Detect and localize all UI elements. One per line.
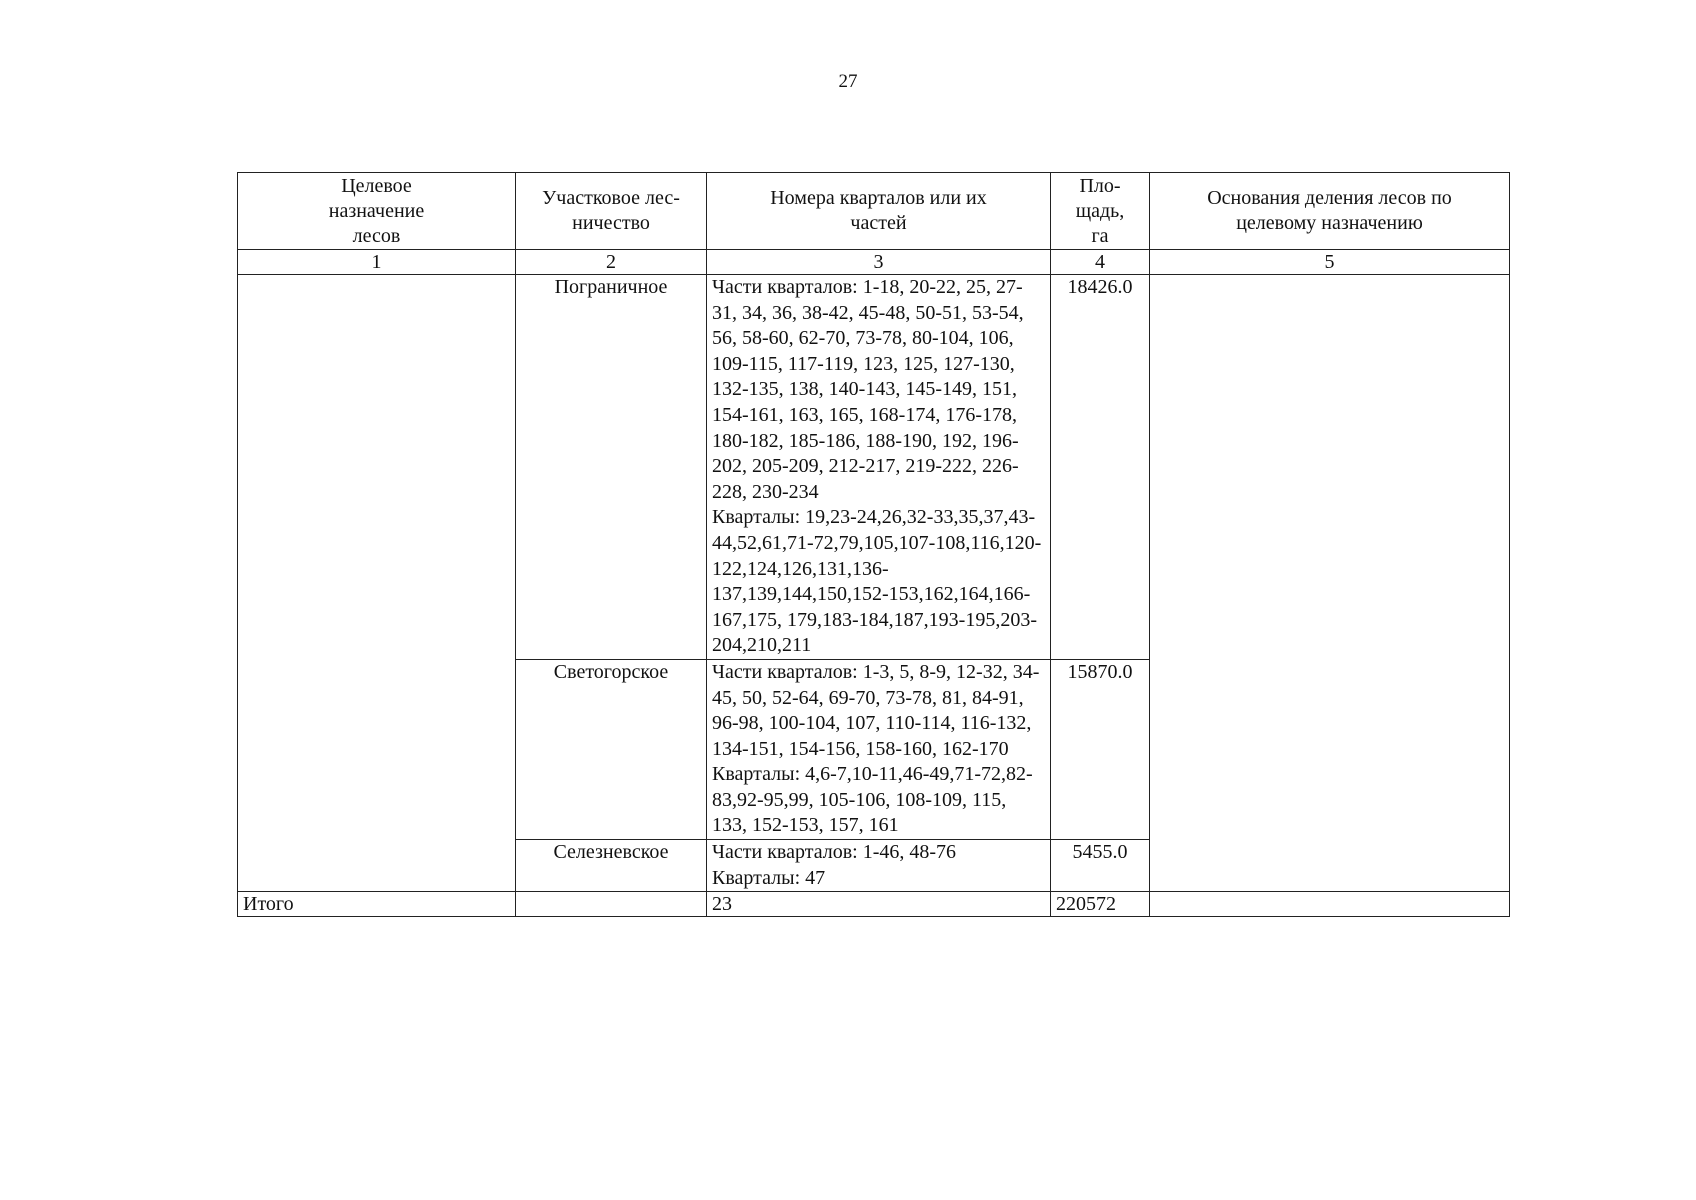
total-label: Итого — [238, 892, 516, 917]
quarters-text: Кварталы: 4,6-7,10-11,46-49,71-72,82-83,92-95,99, 105-106, 108-109, 115, 133, 152-153, 157, 161 — [712, 763, 1033, 837]
total-area: 220572 — [1051, 892, 1150, 917]
table-row — [238, 275, 1510, 660]
page-number: 27 — [838, 71, 858, 92]
header-purpose: Целевое назначение лесов — [238, 173, 516, 250]
column-number: 4 — [1051, 250, 1150, 275]
column-number: 1 — [238, 250, 516, 275]
quarter-parts-text: Части кварталов: 1-46, 48-76 — [712, 841, 957, 864]
header-quarters: Номера кварталов или их частей — [707, 173, 1051, 250]
forestry-name: Селезневское — [516, 840, 707, 892]
forestry-name: Пограничное — [516, 275, 707, 660]
quarters-text: Кварталы: 47 — [712, 866, 826, 889]
quarter-parts-text: Части кварталов: 1-3, 5, 8-9, 12-32, 34-45, 50, 52-64, 69-70, 73-78, 81, 84-91, 96-98, 100-104, 107, 110-114, 116-132, 134-151, 154-156, 158-160, 162-170 — [712, 660, 1040, 760]
header-basis: Основания деления лесов по целевому назначению — [1150, 173, 1510, 250]
total-quarters: 23 — [707, 892, 1051, 917]
header-area: Пло-щадь, га — [1051, 173, 1150, 250]
column-number: 3 — [707, 250, 1051, 275]
quarter-numbers — [707, 275, 1051, 660]
area-value: 18426.0 — [1051, 275, 1150, 660]
basis-cell — [1150, 275, 1510, 892]
column-number-row — [238, 250, 1510, 275]
column-number: 2 — [516, 250, 707, 275]
quarter-numbers — [707, 840, 1051, 892]
table-header-row — [238, 173, 1510, 250]
quarters-text: Кварталы: 19,23-24,26,32-33,35,37,43-44,52,61,71-72,79,105,107-108,116,120-122,124,126,131,136-137,139,144,150,152-153,162,164,166-167,175, 179,183-184,187,193-195,203-204,210,211 — [712, 506, 1042, 657]
purpose-cell — [238, 275, 516, 892]
total-basis — [1150, 892, 1510, 917]
total-forestry — [516, 892, 707, 917]
header-forestry: Участковое лес-ничество — [516, 173, 707, 250]
quarter-parts-text: Части кварталов: 1-18, 20-22, 25, 27-31, 34, 36, 38-42, 45-48, 50-51, 53-54, 56, 58-60, 62-70, 73-78, 80-104, 106, 109-115, 117-119, 123, 125, 127-130, 132-135, 138, 140-143, 145-149, 151, 154-161, 163, 165, 168-174, 176-178, 180-182, 185-186, 188-190, 192, 196-202, 205-209, 212-217, 219-222, 226-228, 230-234 — [712, 276, 1024, 503]
forestry-name: Светогорское — [516, 659, 707, 839]
column-number: 5 — [1150, 250, 1510, 275]
area-value: 5455.0 — [1051, 840, 1150, 892]
forest-purpose-table — [237, 172, 1510, 917]
total-row — [238, 892, 1510, 917]
area-value: 15870.0 — [1051, 659, 1150, 839]
quarter-numbers — [707, 659, 1051, 839]
